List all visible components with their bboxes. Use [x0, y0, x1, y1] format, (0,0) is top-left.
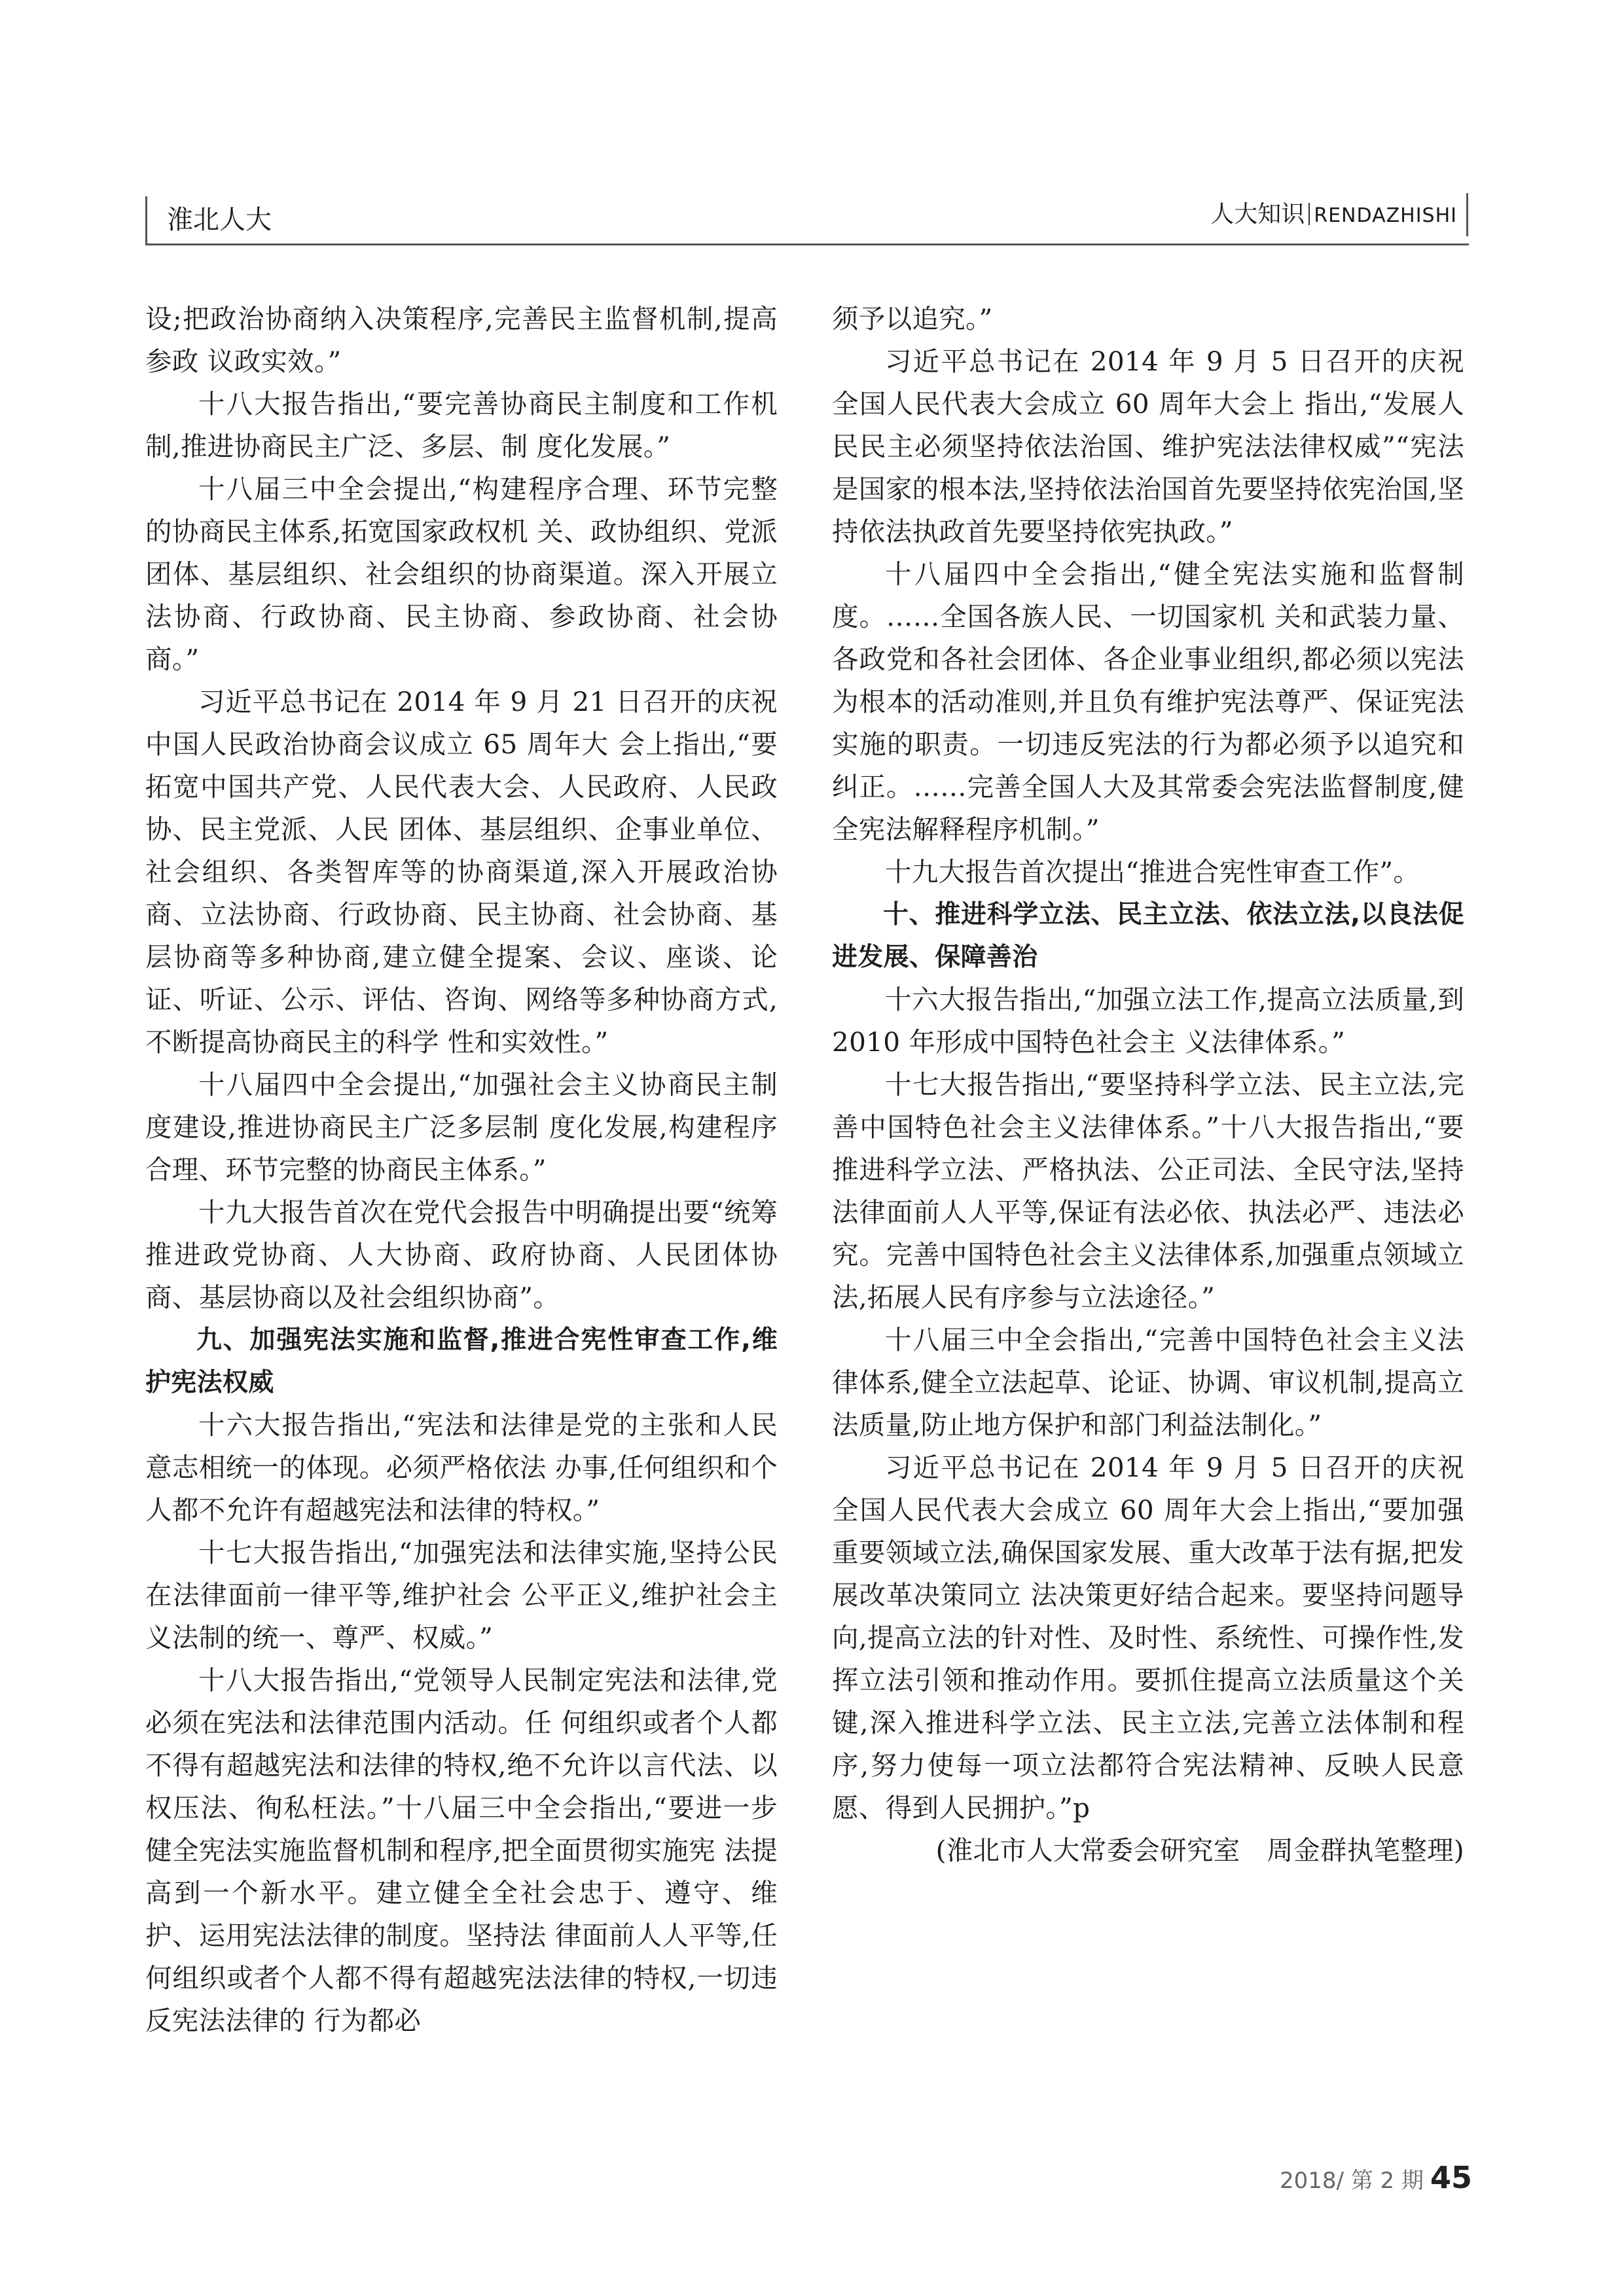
- issue-label: 2018/ 第 2 期: [1279, 2168, 1424, 2194]
- paragraph: 十八届四中全会提出,“加强社会主义协商民主制度建设,推进协商民主广泛多层制 度化发展,构建程序合理、环节完整的协商民主体系。”: [145, 1069, 778, 1185]
- page-number: 45: [1430, 2160, 1472, 2195]
- paragraph: 习近平总书记在 2014 年 9 月 5 日召开的庆祝全国人民代表大会成立 60 周年大会上 指出,“发展人民民主必须坚持依法治国、维护宪法法律权威”“宪法是国家的根本法,坚持依法治国首先要坚持依宪治国,坚持依法执政首先要坚持依宪执政。”: [832, 346, 1464, 547]
- paragraph: 十九大报告首次在党代会报告中明确提出要“统筹推进政党协商、人大协商、政府协商、人民团体协商、基层协商以及社会组织协商”。: [145, 1196, 778, 1313]
- left-column: [145, 298, 778, 2042]
- paragraph: 习近平总书记在 2014 年 9 月 5 日召开的庆祝全国人民代表大会成立 60 周年大会上指出,“要加强重要领域立法,确保国家发展、重大改革于法有据,把发展改革决策同立 法决策更好结合起来。要坚持问题导向,提高立法的针对性、及时性、系统性、可操作性,发挥立法引领和推动作用。要抓住提高立法质量这个关键,深入推进科学立法、民主立法,完善立法体制和程序,努力使每一项立法都符合宪法精神、反映人民意愿、得到人民拥护。”p: [832, 1452, 1464, 1823]
- header-column-title: [1210, 193, 1468, 236]
- paragraph: 十八大报告指出,“党领导人民制定宪法和法律,党必须在宪法和法律范围内活动。任 何组织或者个人都不得有超越宪法和法律的特权,绝不允许以言代法、以权压法、徇私枉法。”十八届三中全会指出,“要进一步健全宪法实施监督机制和程序,把全面贯彻实施宪 法提高到一个新水平。建立健全全社会忠于、遵守、维护、运用宪法法律的制度。坚持法 律面前人人平等,任何组织或者个人都不得有超越宪法法律的特权,一切违反宪法法律的 行为都必: [145, 1664, 778, 2036]
- paragraph: 十八届三中全会提出,“构建程序合理、环节完整的协商民主体系,拓宽国家政权机 关、政协组织、党派团体、基层组织、社会组织的协商渠道。深入开展立法协商、行政协商、民主协商、参政协商、社会协商。”: [145, 473, 778, 675]
- paragraph: 十八大报告指出,“要完善协商民主制度和工作机制,推进协商民主广泛、多层、制 度化发展。”: [145, 388, 778, 462]
- right-column: [832, 298, 1464, 1872]
- section-heading: 十、推进科学立法、民主立法、依法立法,以良法促进发展、保障善治: [832, 900, 1464, 972]
- paragraph: 习近平总书记在 2014 年 9 月 21 日召开的庆祝中国人民政治协商会议成立 65 周年大 会上指出,“要拓宽中国共产党、人民代表大会、人民政府、人民政协、民主党派、人民 团体、基层组织、企事业单位、社会组织、各类智库等的协商渠道,深入开展政治协商、立法协商、行政协商、民主协商、社会协商、基层协商等多种协商,建立健全提案、会议、座谈、论证、听证、公示、评估、咨询、网络等多种协商方式,不断提高协商民主的科学 性和实效性。”: [145, 686, 778, 1058]
- paragraph: 十六大报告指出,“宪法和法律是党的主张和人民意志相统一的体现。必须严格依法 办事,任何组织和个人都不允许有超越宪法和法律的特权。”: [145, 1409, 778, 1526]
- paragraph: 设;把政治协商纳入决策程序,完善民主监督机制,提高参政 议政实效。”: [145, 303, 778, 377]
- header-left-title: 淮北人大: [167, 205, 272, 235]
- author-credit: (淮北市人大常委会研究室 周金群执笔整理): [935, 1835, 1464, 1866]
- page-footer: [1280, 2160, 1472, 2195]
- header-section-title: [145, 196, 289, 243]
- paragraph: 十八届四中全会指出,“健全宪法实施和监督制度。……全国各族人民、一切国家机 关和武装力量、各政党和各社会团体、各企业事业组织,都必须以宪法为根本的活动准则,并且负有维护宪法尊严、保证宪法实施的职责。一切违反宪法的行为都必须予以追究和纠正。……完善全国人大及其常委会宪法监督制度,健全宪法解释程序机制。”: [832, 558, 1464, 845]
- paragraph: 十九大报告首次提出“推进合宪性审查工作”。: [885, 856, 1420, 888]
- paragraph: 须予以追究。”: [832, 303, 993, 334]
- section-heading: 九、加强宪法实施和监督,推进合宪性审查工作,维护宪法权威: [145, 1325, 778, 1397]
- paragraph: 十八届三中全会指出,“完善中国特色社会主义法律体系,健全立法起草、论证、协调、审议机制,提高立法质量,防止地方保护和部门利益法制化。”: [832, 1324, 1464, 1441]
- paragraph: 十六大报告指出,“加强立法工作,提高立法质量,到 2010 年形成中国特色社会主 义法律体系。”: [832, 984, 1464, 1058]
- header-right-title: 人大知识: [1210, 201, 1305, 228]
- paragraph: 十七大报告指出,“要坚持科学立法、民主立法,完善中国特色社会主义法律体系。”十八大报告指出,“要推进科学立法、严格执法、公正司法、全民守法,坚持法律面前人人平等,保证有法必依、执法必严、违法必究。完善中国特色社会主义法律体系,加强重点领域立法,拓展人民有序参与立法途径。”: [832, 1069, 1464, 1313]
- paragraph: 十七大报告指出,“加强宪法和法律实施,坚持公民在法律面前一律平等,维护社会 公平正义,维护社会主义法制的统一、尊严、权威。”: [145, 1537, 778, 1653]
- header-right-subtitle: RENDAZHISHI: [1314, 204, 1457, 227]
- header-separator: [1308, 203, 1310, 225]
- header-rule: [145, 243, 1469, 245]
